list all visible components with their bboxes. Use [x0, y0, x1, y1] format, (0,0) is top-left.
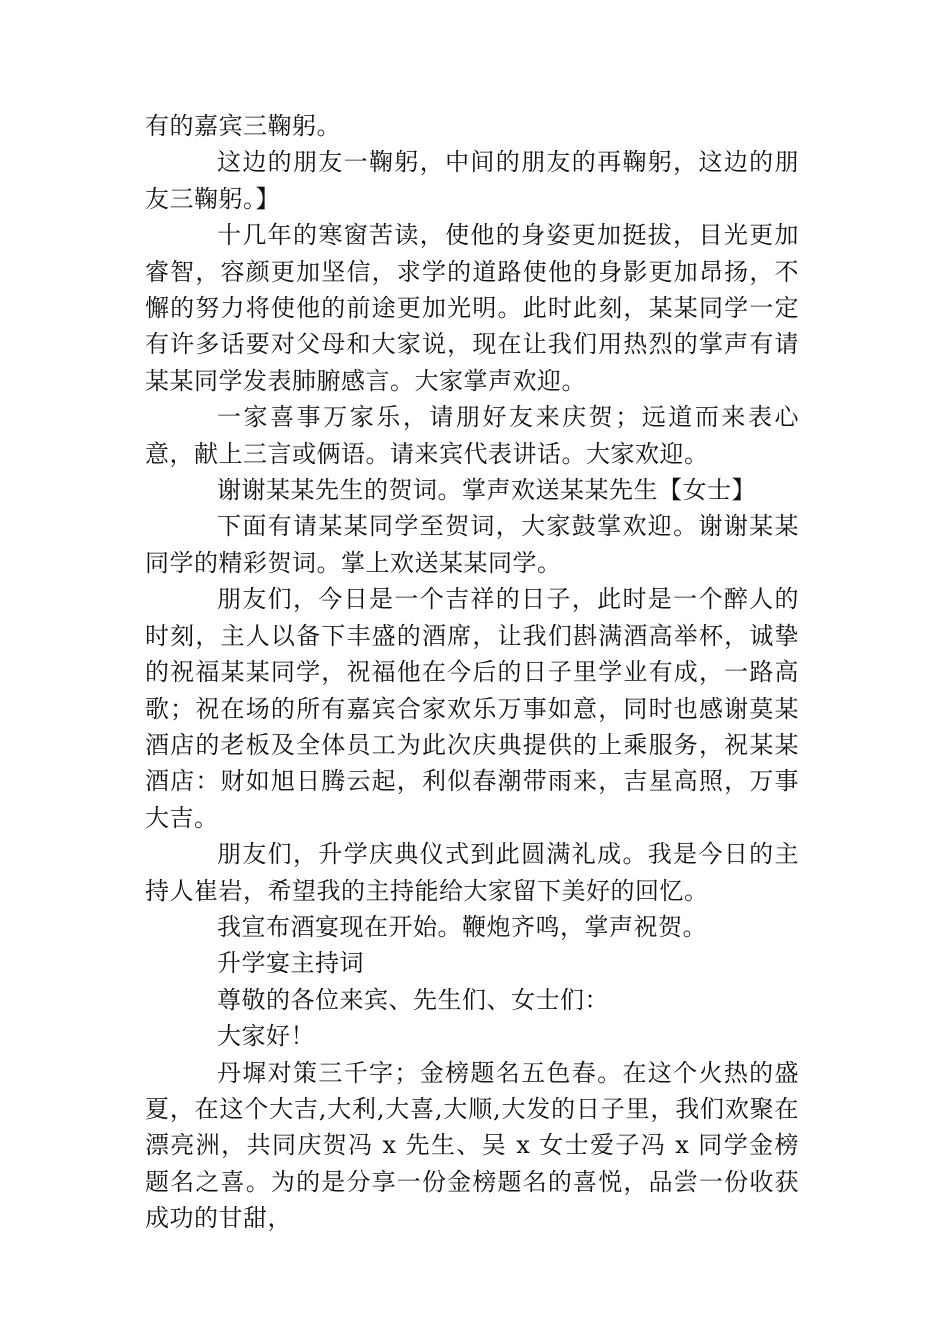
paragraph-6: 下面有请某某同学至贺词，大家鼓掌欢迎。谢谢某某同学的精彩贺词。掌上欢送某某同学。 — [145, 512, 799, 577]
paragraph-3: 十几年的寒窗苦读，使他的身姿更加挺拔，目光更加睿智，容颜更加坚信，求学的道路使他的身影更加昂扬，不懈的努力将使他的前途更加光明。此时此刻，某某同学一定有许多话要对父母和大家说，现在让我们用热烈的掌声有请某某同学发表肺腑感言。大家掌声欢迎。 — [145, 221, 799, 395]
greeting: 大家好！ — [217, 1022, 315, 1051]
paragraph-2: 这边的朋友一鞠躬，中间的朋友的再鞠躬，这边的朋友三鞠躬。】 — [145, 148, 799, 213]
document-body — [145, 108, 799, 1237]
paragraph-13: 丹墀对策三千字；金榜题名五色春。在这个火热的盛夏，在这个大吉,大利,大喜,大顺,大发的日子里，我们欢聚在漂亮洲，共同庆贺冯 x 先生、吴 x 女士爱子冯 x 同学金榜题名之喜。为的是分享一份金榜题名的喜悦，品尝一份收获成功的甘甜， — [145, 1058, 799, 1233]
paragraph-7: 朋友们，今日是一个吉祥的日子，此时是一个醉人的时刻，主人以备下丰盛的酒席，让我们斟满酒高举杯，诚挚的祝福某某同学，祝福他在今后的日子里学业有成，一路高歌；祝在场的所有嘉宾合家欢乐万事如意，同时也感谢莫某酒店的老板及全体员工为此次庆典提供的上乘服务，祝某某酒店：财如旭日腾云起，利似春潮带雨来，吉星高照，万事大吉。 — [145, 585, 799, 832]
paragraph-8: 朋友们，升学庆典仪式到此圆满礼成。我是今日的主持人崔岩，希望我的主持能给大家留下美好的回忆。 — [145, 840, 799, 905]
paragraph-1: 有的嘉宾三鞠躬。 — [145, 112, 341, 140]
section-heading: 升学宴主持词 — [217, 949, 364, 978]
salutation: 尊敬的各位来宾、先生们、女士们： — [217, 985, 609, 1014]
paragraph-4: 一家喜事万家乐，请朋好友来庆贺；远道而来表心意，献上三言或俩语。请来宾代表讲话。大家欢迎。 — [145, 403, 799, 468]
paragraph-5: 谢谢某某先生的贺词。掌声欢送某某先生【女士】 — [217, 476, 756, 505]
paragraph-9: 我宣布酒宴现在开始。鞭炮齐鸣，掌声祝贺。 — [217, 912, 707, 941]
